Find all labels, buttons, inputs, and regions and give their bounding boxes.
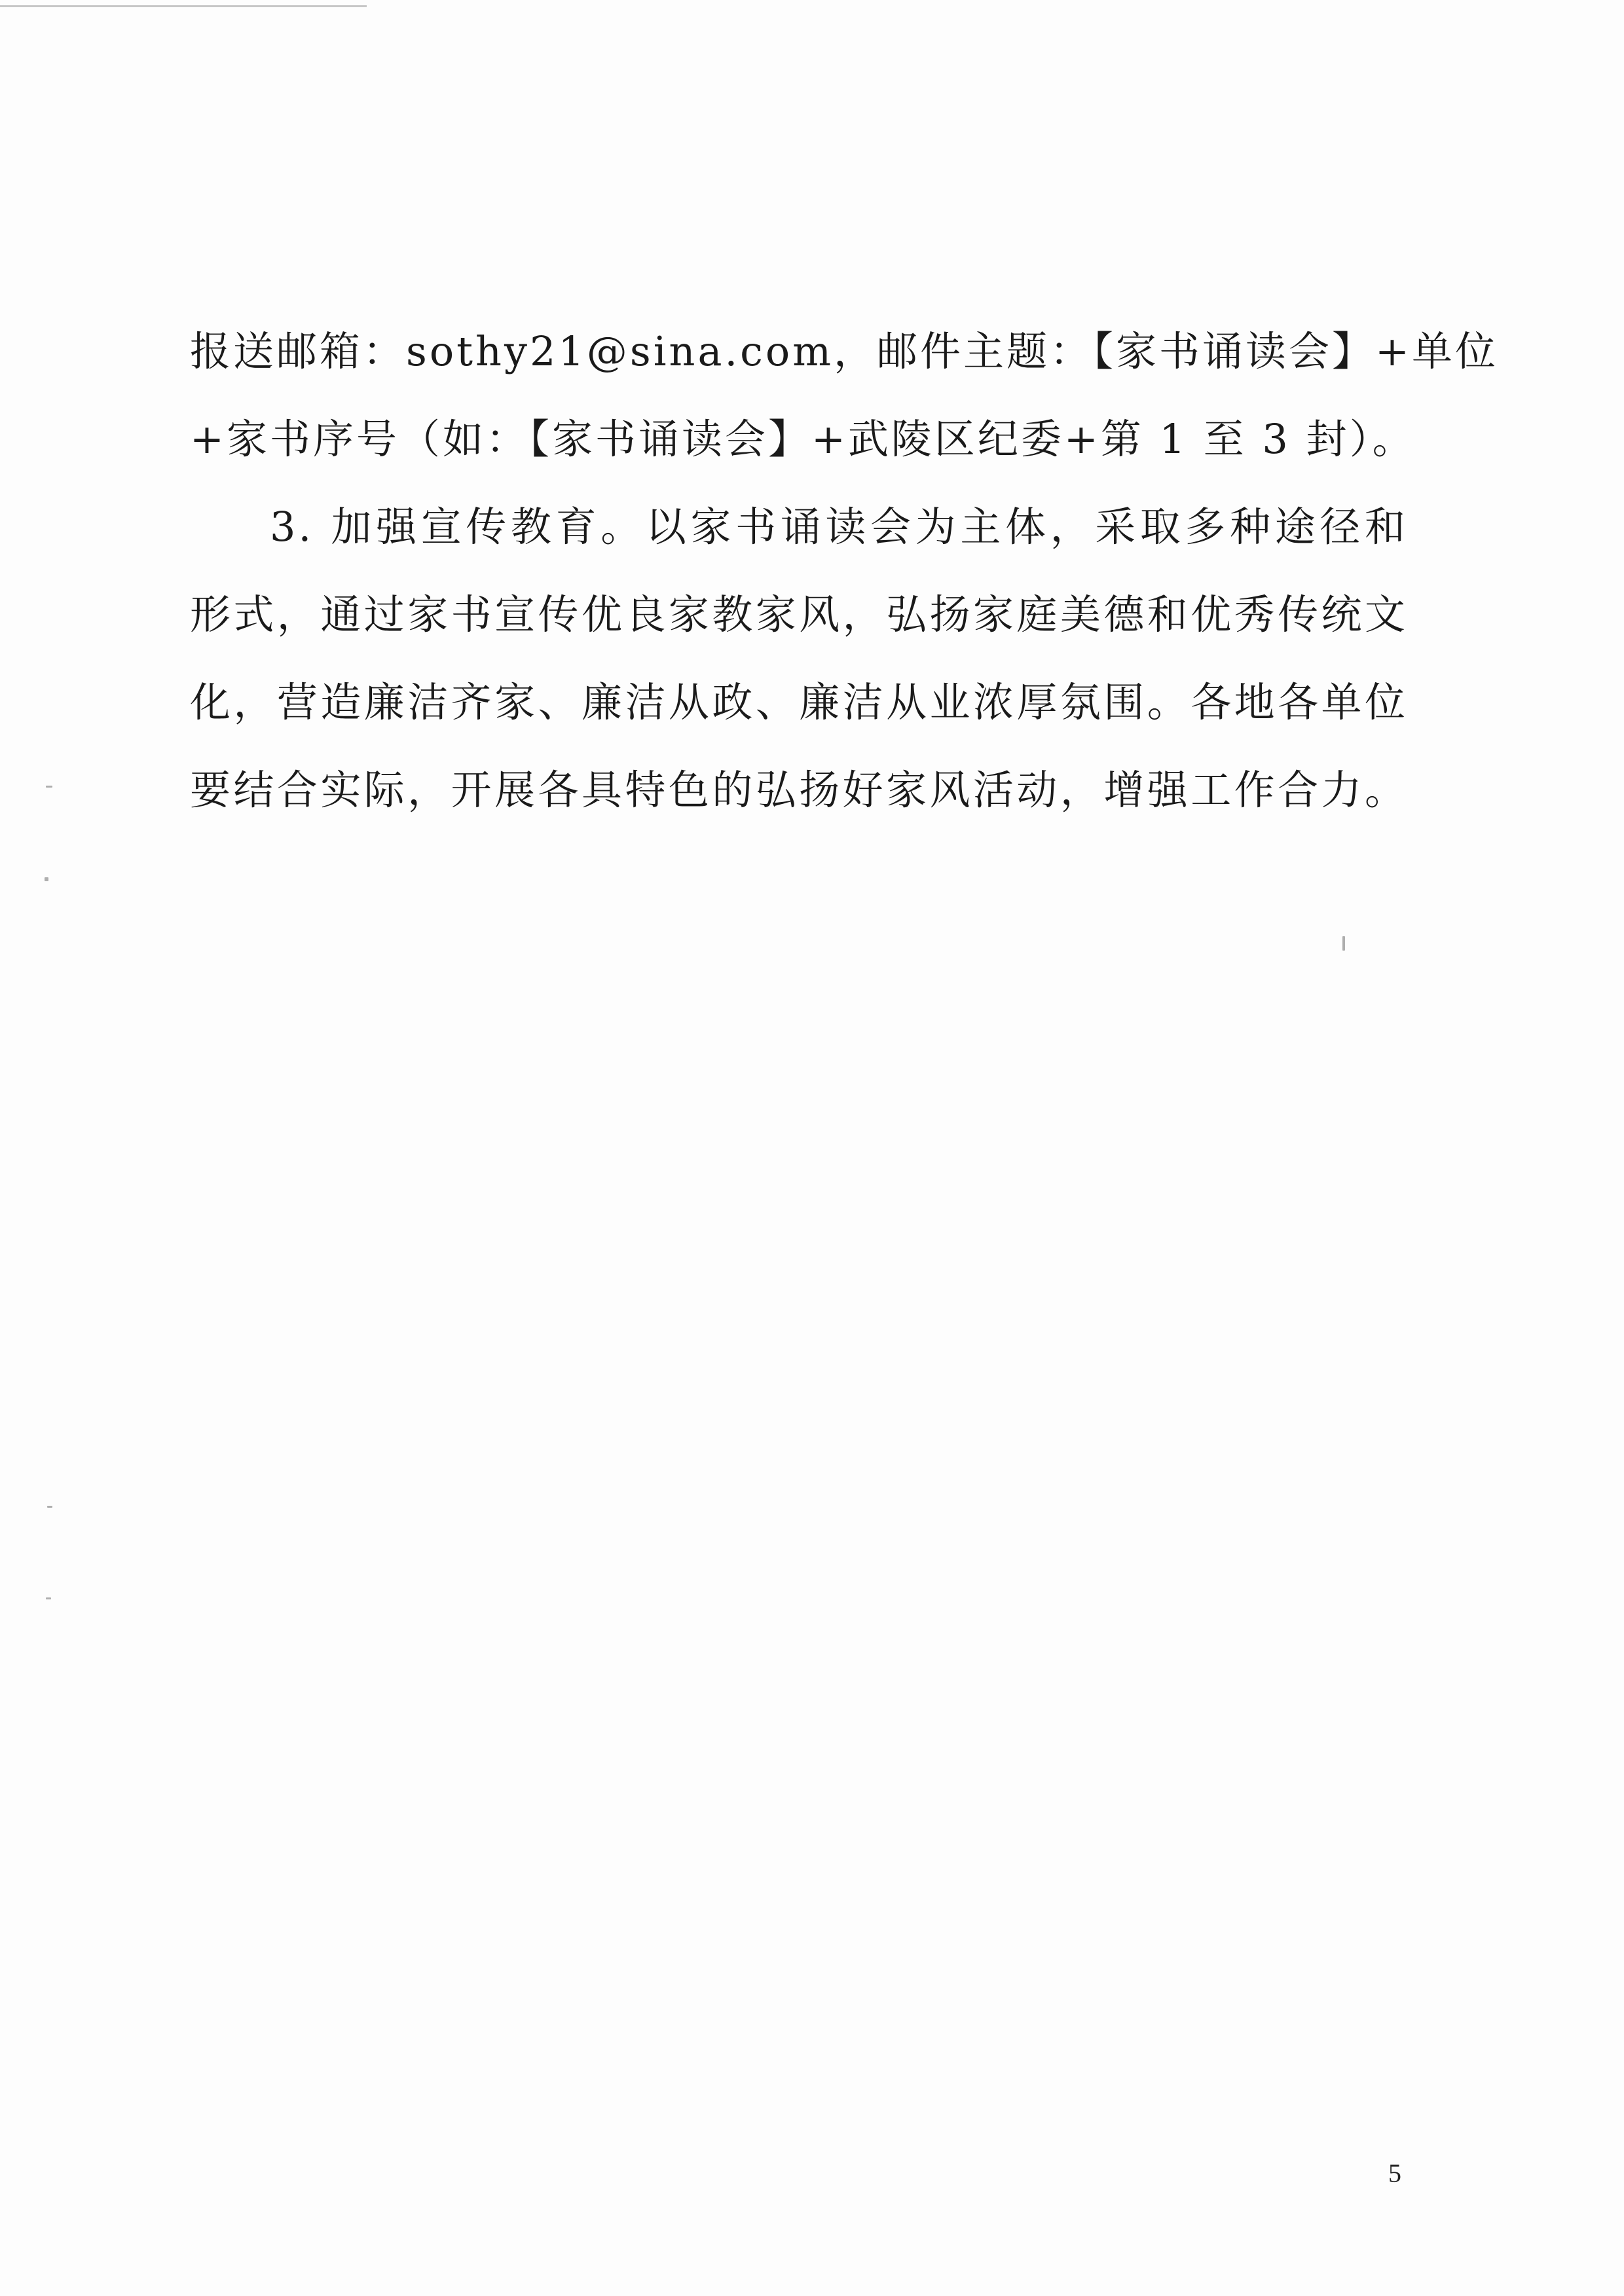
page-number: 5 bbox=[1388, 2159, 1401, 2188]
text-line-6: 要结合实际，开展各具特色的弘扬好家风活动，增强工作合力。 bbox=[190, 766, 1408, 814]
body-text bbox=[190, 308, 1498, 834]
scan-speck bbox=[46, 786, 52, 788]
scan-speck bbox=[45, 877, 48, 881]
scan-edge-line bbox=[0, 5, 367, 7]
scan-speck bbox=[46, 1597, 51, 1599]
text-line-5: 化，营造廉洁齐家、廉洁从政、廉洁从业浓厚氛围。各地各单位 bbox=[190, 678, 1408, 726]
text-line-section-3: 3. 加强宣传教育。以家书诵读会为主体，采取多种途径和 bbox=[270, 503, 1408, 551]
scan-speck bbox=[47, 1506, 52, 1508]
text-line-subject-format: +家书序号（如：【家书诵读会】+武陵区纪委+第 1 至 3 封）。 bbox=[190, 415, 1416, 463]
text-line-email: 报送邮箱：sothy21@sina.com，邮件主题：【家书诵读会】+单位 bbox=[190, 327, 1498, 375]
scan-speck bbox=[1342, 936, 1345, 951]
text-line-4: 形式，通过家书宣传优良家教家风，弘扬家庭美德和优秀传统文 bbox=[190, 591, 1408, 638]
